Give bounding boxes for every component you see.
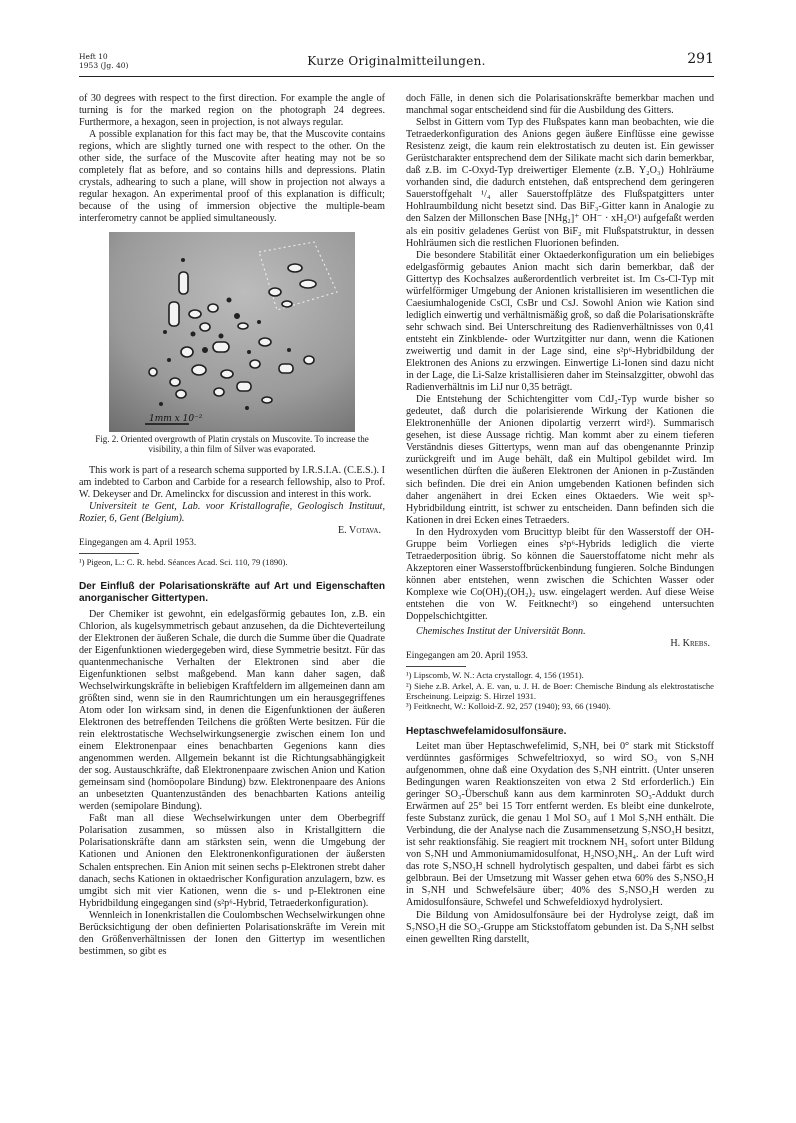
footnote: ¹) Pigeon, L.: C. R. hebd. Séances Acad. Sci. 110, 79 (1890). (79, 557, 288, 568)
footnote: ²) Siehe z.B. Arkel, A. E. van, u. J. H. de Boer: Chemische Bindung als elektrostatische Erscheinung. Leipzig: S. Hirzel 1931. (406, 680, 714, 702)
author-signature: E. Votava. (338, 524, 381, 536)
paragraph: Faßt man all diese Wechselwirkungen unter dem Oberbegriff Polarisation zusammen, so müssen also in Kristallgittern die Polarisationskräfte dann am stärksten sein, wenn die Umgebung der Kationen und Anionen den Elektronenkonfigurationen der äußersten Schalen entsprechen. Ein Anion mit seinen sechs p-Elektronen strebt daher danach, sechs Kationen in oktaedrischer Konfiguration anzulagern, bzw. es umgibt sich mit vier Kationen, wenn die s- und p-Elektronen eine Hybridbildung eingegangen sind (s²p⁶-Hybrid, Tetraederkonfiguration). (79, 813, 385, 909)
section-spacer (406, 712, 714, 726)
received-date: Eingegangen am 20. April 1953. (406, 651, 528, 662)
figure-caption: Fig. 2. Oriented overgrowth of Platin crystals on Muscovite. To increase the visibility, a thin film of Silver was evaporated. (95, 433, 369, 455)
paragraph: Leitet man über Heptaschwefelimid, S₇NH, bei 0° stark mit Stickstoff verdünntes gasförmiges Schwefeltrioxyd, so wird SO₃ von S₇NH aufgenommen, ohne daß eine Oxydation des S₇NH eintritt. (Unter unseren Bedingungen waren Reaktionszeiten von etwa 2 Std erforderlich.) Ein geringer SO₃-Überschuß kann aus dem karminroten SO₃-Addukt durch Erwärmen auf 25° bei 15 Torr entfernt werden. Es bleibt eine dunkelrote, feste Substanz zurück, die genau 1 Mol SO₃ auf 1 Mol S₇NH enthält. Die Verbindung, die der Analyse nach die Zusammensetzung S₇NSO₃H besitzt, ist sehr reaktionsfähig. Sie reagiert mit trocknem NH₃ sofort unter Bildung von S₇NH und Ammoniumamidosulfonat, H₂NSO₃NH₄. An der Luft wird das rote S₇NSO₃H schnell hydrolytisch gespalten, und dabei färbt es sich gelbbraun. Bei der Umsetzung mit Wasser gehen etwa 60% des S₇NSO₃H in S₇NH und Schwefelsäure über; 40% des S₇NSO₃H werden zu Amidosulfonsäure, Schwefel und Schwefeldioxyd hydrolysiert. (406, 740, 714, 909)
figure-micrograph (109, 232, 355, 432)
paragraph: Die besondere Stabilität einer Oktaederkonfiguration um ein beliebiges edelgasförmig gebautes Anion macht sich darin bemerkbar, daß der Gittertyp des Kochsalzes außerordentlich verbreitet ist. Im Cs-Cl-Typ mit würfelförmiger Umgebung der Anionen kristallisieren im wesentlichen die Caesiumhalogenide CsCl, CsBr und CsJ. Sowohl Anion wie Kation sind lediglich einwertig und verhältnismäßig groß, so daß die Polarisationskräfte sehr schwach sind. Bei Unterschreitung des Radienverhältnisses von 0,41 entsteht ein Zinkblende- oder Wurtzitgitter nur dann, wenn die Kationen zweiwertig und damit in der Lage sind, eine s²p⁶-Hybridbildung der Elektronen des Anions zu erzwingen. Einwertige Li-Ionen sind dazu nicht in der Lage, die Li-Salze kristallisieren daher im Steinsalzgitter, obwohl das Radienverhältnis im LiJ nur 0,35 beträgt. (406, 249, 714, 394)
page-number: 291 (687, 51, 714, 67)
journal-section-title: Kurze Originalmitteilungen. (307, 54, 486, 68)
paragraph: Wennleich in Ionenkristallen die Coulombschen Wechselwirkungen ohne Berücksichtigung der oben definierten Polarisationskräfte im Verein mit den Größenverhältnissen der Ionen den Gittertyp im wesentlichen bestimmen, so gibt es (79, 909, 385, 957)
paragraph: In den Hydroxyden vom Brucittyp bleibt für den Wasserstoff der OH-Gruppe beim Vorliegen eines s²p⁶-Hybrids lediglich die vierte Tetraederposition übrig. So können die Sauerstoffatome nicht mehr als Akzeptoren einer Wasserstoffbrückenbindung fungieren. Solche Bindungen können aber entstehen, wenn zwischen die Schichten Wasser oder Komplexe wie Co(OH)₂(OH₂)₂ usw. eingelagert werden. Auf diese Weise entstehen die von W. Feitknecht³) so eingehend untersuchten Doppelschichtgitter. (406, 526, 714, 623)
section-title: Der Einfluß der Polarisationskräfte auf Art und Eigenschaften anorganischer Gittertypen. (79, 581, 385, 605)
paragraph: Selbst in Gittern vom Typ des Flußspates kann man beobachten, wie die Tetraederkonfiguration des Anions gegen äußere Einflüsse eine gewisse Resistenz zeigt, die kaum rein elektrostatisch zu deuten ist. Ein gewisser Gerüstcharakter entsprechend dem der Silikate macht sich darin bemerkbar, daß z.B. im C-Oxyd-Typ dreiwertiger Elemente (z.B. Y₂O₃) Hohlräume vorhanden sind, die dadurch entstehen, daß entsprechend dem geringeren Sauerstoffgehalt ¹/₄ aller Sauerstoffplätze des Flußspatgitters unter Hohlraumbildung nicht besetzt sind. Das BiF₃-Gitter kann in Analogie zu den Salzen der Millonschen Base [NHg₂]⁺ OH⁻ · xH₂O¹) aufgefaßt werden als ein positiv geladenes Gerüst von BiF₂ mit Flußspatstruktur, in dessen Hohlräumen sich die restlichen Fluorionen befinden. (406, 117, 714, 249)
running-header (79, 50, 714, 78)
received-date: Eingegangen am 4. April 1953. (79, 537, 197, 548)
author-affiliation: Universiteit te Gent, Lab. voor Kristallografie, Geologisch Instituut, Rozier, 6, Gent (Belgium). (79, 500, 385, 524)
issue-number: Heft 10 (79, 52, 108, 61)
issue-year: 1953 (Jg. 40) (79, 61, 129, 70)
footnote-rule (406, 666, 466, 667)
left-column (79, 93, 385, 958)
acknowledgement-paragraph: This work is part of a research schema supported by I.R.S.I.A. (C.E.S.). I am indebted to Carbon and Carbide for a research fellowship, also to Prof. W. Dekeyser and Dr. Amelinckx for discussion and interest in this work. (79, 464, 385, 500)
paragraph: Die Bildung von Amidosulfonsäure bei der Hydrolyse zeigt, daß im S₇NSO₃H die SO₃-Gruppe am Stickstoffatom gebunden ist. Da S₇NH selbst einen gewellten Ring darstellt, (406, 909, 714, 945)
right-column (406, 93, 714, 946)
paragraph: A possible explanation for this fact may be, that the Muscovite contains regions, which are slightly turned one with respect to the other. On the other side, the surface of the Muscovite after heating may not be so completely flat as before, and so contains hills and depressions. Platin crystals, adhearing to such a plane, will show in projection not always a regular hexagon. An experimental proof of this explanation is difficult; because of the using of immersion objective the multiple-beam interferometry cannot be applied simultaneously. (79, 129, 385, 225)
paragraph: of 30 degrees with respect to the first direction. For example the angle of turning is for the marked region on the photograph 24 degrees. Furthermore, a hexagon, seen in projection, is not always regular. (79, 93, 385, 129)
paragraph: Der Chemiker ist gewohnt, ein edelgasförmig gebautes Ion, z.B. ein Chlorion, als kugelsymmetrisch gebaut anzusehen, da die Dichteverteilung der Elektronen der äußeren Schale, die durch die Summe über die Quadrate der Eigenfunktionen wiedergegeben wird, diese Symmetrie besitzt. Für das quantenmechanische Verhalten der Elektronen sind aber die Eigenfunktionen selbst maßgebend. Man kann daher sagen, daß Wechselwirkungskräfte in beliebigen Kraftfeldern im allgemeinen dann am größten sind, wenn sie in den Raumrichtungen um ein herausgegriffenes Atom oder Ion wirksam sind, in denen die Eigenfunktionen der äußeren Elektronen des betreffenden Teilchens die größten Werte besitzen. Für die rein elektrostatische Wechselwirkungsenergie zwischen einem Ion und einem Elektronenpaar eines benachbarten Gegenions kann dies angenommen werden. Allgemein bekannt ist die Richtungsabhängigkeit der sog. Austauschkräfte, daß Elektronenpaare zwischen Anion und Kation gemeinsam sind (homöopolare Bindung) bzw. Elektronenpaare des Anions an unbesetzten Quantenzuständen des benachbarten Kations anteilig werden (semipolare Bindung). (79, 608, 385, 813)
paragraph: Die Entstehung der Schichtengitter vom CdJ₂-Typ wurde bisher so gedeutet, daß durch die polarisierende Wirkung der Kationen die Elektronenhülle der Anionen dipolartig verzerrt wird²). Summarisch gesehen, ist diese Aussage richtig. Man kommt aber zu einem tieferen Verständnis dieses Gittertyps, wenn man auf das obengenannte Prinzip zurückgreift und im Auge behält, daß ein Multipol gebildet wird. Im wesentlichen dürften die äußeren Elektronen der Anionen in p-Zuständen sich befinden. Die drei ein Anion umgebenden Kationen befinden sich daher angenähert in drei Ecken eines Oktaeders. Wie weit sp³-Hybridbildung eintritt, ist schwer zu entscheiden. Dann befinden sich die Kationen in drei Ecken eines Tetraeders. (406, 394, 714, 526)
header-rule (79, 76, 714, 77)
author-affiliation: Chemisches Institut der Universität Bonn. (416, 626, 586, 638)
section-title: Heptaschwefelamidosulfonsäure. (406, 725, 567, 737)
micrograph-image (109, 232, 355, 432)
author-signature: H. Krebs. (670, 638, 710, 650)
footnote: ³) Feitknecht, W.: Kolloid-Z. 92, 257 (1940); 93, 66 (1940). (406, 701, 611, 712)
section-spacer (79, 567, 385, 581)
figure-scale-label: 1mm x 10⁻² (149, 413, 203, 424)
paragraph: doch Fälle, in denen sich die Polarisationskräfte bemerkbar machen und manchmal sogar entscheidend sind für die Ausbildung des Gitters. (406, 93, 714, 117)
footnote-rule (79, 553, 139, 554)
footnote: ¹) Lipscomb, W. N.: Acta crystallogr. 4, 156 (1951). (406, 670, 584, 681)
